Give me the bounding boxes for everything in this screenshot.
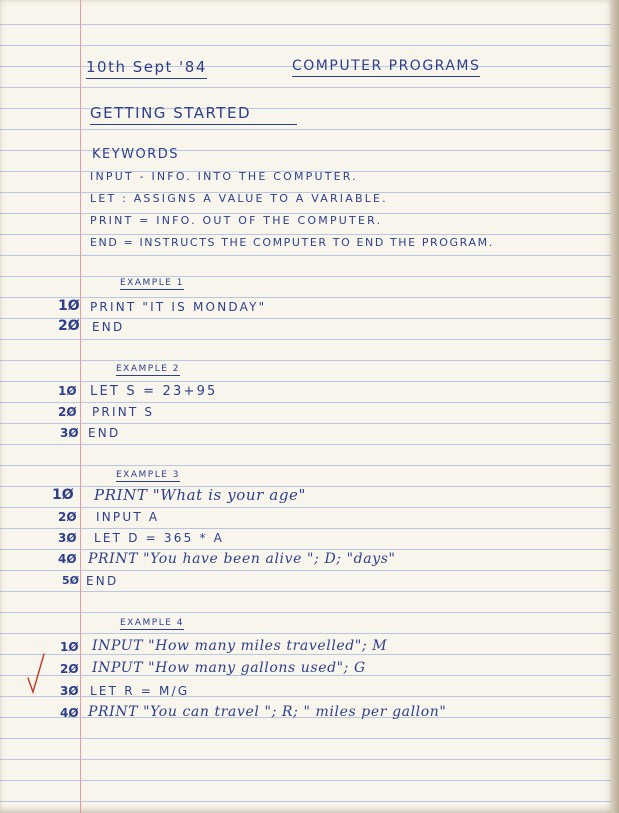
example-3-code-line: LET D = 365 * A xyxy=(94,531,225,545)
example-2-code-line: PRINT S xyxy=(92,405,155,419)
example-4-line-number: 2Ø xyxy=(60,662,79,676)
example-3-code-line: PRINT "What is your age" xyxy=(94,486,307,504)
example-2-line-number: 1Ø xyxy=(58,384,77,398)
example-1-label: EXAMPLE 1 xyxy=(120,278,184,288)
keyword-let-line: LET : ASSIGNS A VALUE TO A VARIABLE. xyxy=(90,192,388,205)
example-3-line-number: 2Ø xyxy=(58,510,77,524)
example-3-line-number: 5Ø xyxy=(62,574,80,587)
example-2-code-line: END xyxy=(88,426,121,440)
example-3-label: EXAMPLE 3 xyxy=(116,470,180,480)
page-title: COMPUTER PROGRAMS xyxy=(292,58,480,77)
keywords-heading: KEYWORDS xyxy=(92,147,180,162)
example-4-code-line: INPUT "How many gallons used"; G xyxy=(92,660,366,676)
tick-mark-icon xyxy=(26,652,46,694)
example-1-line-number: 1Ø xyxy=(58,298,80,314)
example-4-code-line: INPUT "How many miles travelled"; M xyxy=(92,638,388,654)
example-4-line-number: 1Ø xyxy=(60,640,79,654)
example-1-code-line: PRINT "IT IS MONDAY" xyxy=(90,300,267,314)
page-edge xyxy=(611,0,619,813)
example-3-code-line: INPUT A xyxy=(96,510,160,524)
page-date: 10th Sept '84 xyxy=(86,58,207,79)
example-3-code-line: END xyxy=(86,574,119,588)
example-1-line-number: 2Ø xyxy=(58,318,80,334)
keyword-input-line: INPUT - INFO. INTO THE COMPUTER. xyxy=(90,170,358,183)
example-2-code-line: LET S = 23+95 xyxy=(90,384,218,399)
example-3-line-number: 3Ø xyxy=(58,531,77,545)
example-4-line-number: 3Ø xyxy=(60,684,79,698)
section-title: GETTING STARTED xyxy=(90,104,297,125)
example-4-code-line: LET R = M/G xyxy=(90,684,190,698)
example-1-code-line: END xyxy=(92,320,125,334)
example-3-line-number: 4Ø xyxy=(58,552,77,566)
example-2-label: EXAMPLE 2 xyxy=(116,364,180,374)
margin-rule xyxy=(80,0,81,813)
example-4-label: EXAMPLE 4 xyxy=(120,618,184,628)
keyword-end-line: END = INSTRUCTS THE COMPUTER TO END THE PROGRAM. xyxy=(90,236,494,249)
example-4-line-number: 4Ø xyxy=(60,706,79,720)
example-4-code-line: PRINT "You can travel "; R; " miles per gallon" xyxy=(88,704,447,720)
keyword-print-line: PRINT = INFO. OUT OF THE COMPUTER. xyxy=(90,214,383,227)
example-3-code-line: PRINT "You have been alive "; D; "days" xyxy=(88,551,396,567)
example-2-line-number: 2Ø xyxy=(58,405,77,419)
example-3-line-number: 1Ø xyxy=(52,487,74,503)
example-2-line-number: 3Ø xyxy=(60,426,79,440)
